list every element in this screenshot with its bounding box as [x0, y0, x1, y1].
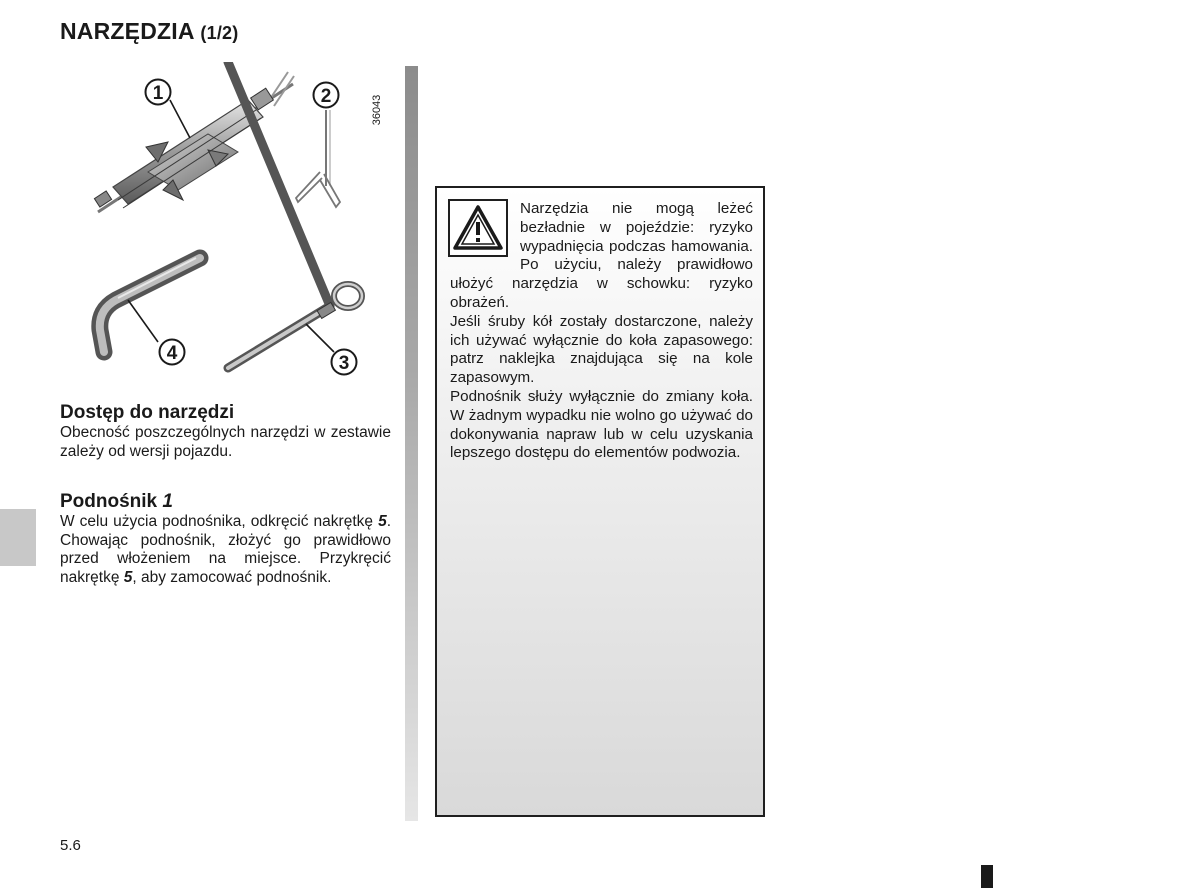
key-drawing: [296, 110, 340, 207]
section-heading: [60, 491, 391, 513]
section-heading: Dostęp do narzędzi: [60, 402, 235, 423]
ref-nut: 5: [123, 568, 133, 586]
section-jack: [60, 491, 391, 587]
towing-eye-drawing: [228, 62, 362, 368]
body-text: , aby zamocować podnośnik.: [132, 568, 332, 586]
warning-text: [450, 200, 753, 463]
ref-nut: 5: [378, 513, 387, 530]
icon-spacer: [450, 200, 520, 258]
section-body: [60, 513, 391, 587]
callout-4: 4: [166, 343, 178, 364]
warning-paragraph: Jeśli śruby kół zostały dostarczone, należy ich używać wyłącznie do koła zapasowego: patrz naklejka znajdująca się na kole zapasowym.: [450, 312, 753, 387]
section-tool-access: [60, 402, 391, 461]
chapter-tab: [0, 509, 36, 566]
page-title: [60, 18, 238, 45]
warning-paragraph: Podnośnik służy wyłącznie do zmiany koła. W żadnym wypadku nie wolno go używać do dokonywania napraw lub w celu uzyskania lepszego dostępu do elementów podwozia.: [450, 387, 753, 462]
page-edge-mark: [981, 865, 993, 888]
callout-2: 2: [320, 86, 332, 107]
column-divider: [405, 66, 418, 821]
section-body: Obecność poszczególnych narzędzi w zestawie zależy od wersji pojazdu.: [60, 424, 391, 460]
heading-ref: 1: [162, 491, 173, 512]
callout-1: 1: [152, 83, 164, 104]
body-text: W celu użycia podnośnika, odkręcić nakrętkę: [60, 513, 379, 530]
callout-3: 3: [338, 353, 350, 374]
title-part: (1/2): [200, 23, 239, 43]
body-text: . Chowając podnośnik, złożyć go prawidłowo przed włożeniem na miejsce. Przykręcić nakrętkę: [60, 513, 391, 586]
warning-box: [435, 186, 765, 817]
tools-illustration: [58, 62, 390, 395]
wheel-wrench-drawing: [100, 258, 200, 352]
title-text: NARZĘDZIA: [60, 18, 194, 44]
figure-code: 36043: [371, 94, 383, 126]
page-number: 5.6: [60, 837, 81, 854]
heading-text: Podnośnik: [60, 491, 158, 512]
warning-paragraph: Narzędzia nie mogą leżeć bezładnie w pojeździe: ryzyko wypadnięcia podczas hamowania. Po użyciu, należy prawidłowo ułożyć narzędzia w schowku: ryzyko obrażeń.: [450, 200, 753, 311]
